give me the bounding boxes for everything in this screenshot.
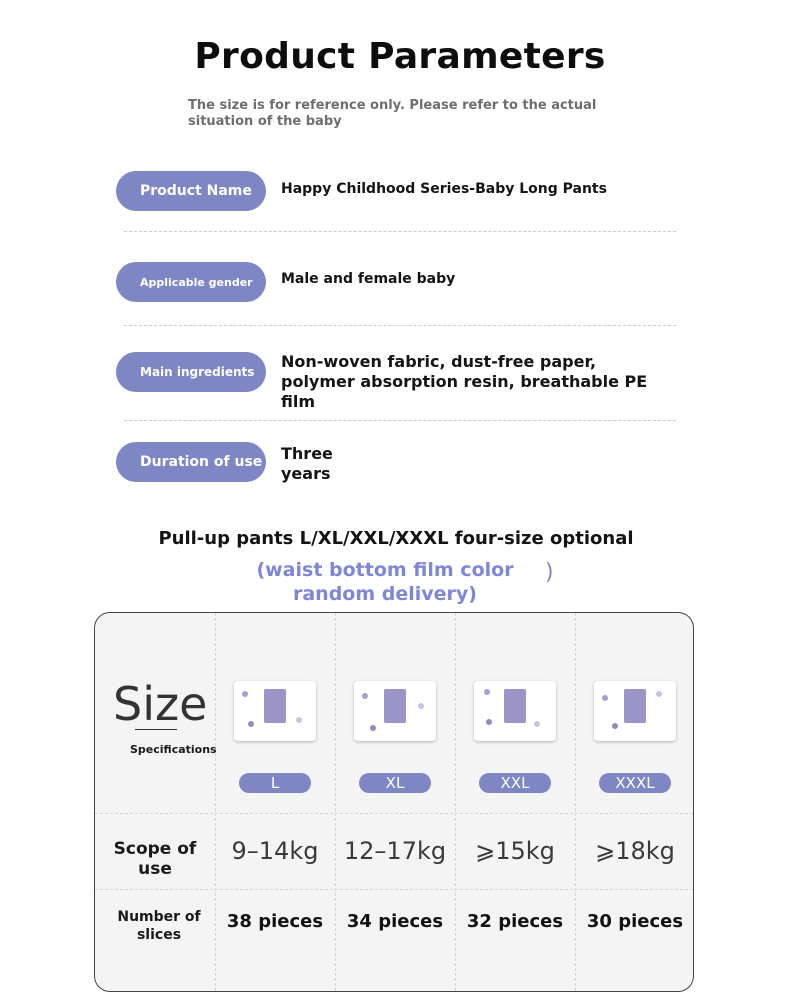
- product-name-value: Happy Childhood Series-Baby Long Pants: [281, 181, 607, 197]
- pack-pattern: [370, 725, 376, 731]
- pack-pattern: [418, 703, 424, 709]
- count-cell-xxxl: 30 pieces: [586, 911, 684, 932]
- duration-pill: Duration of use: [116, 442, 266, 482]
- size-badge-xl: XL: [359, 773, 431, 793]
- count-cell-xxl: 32 pieces: [466, 911, 564, 932]
- size-heading-word: Size: [113, 677, 208, 731]
- pack-label: [624, 689, 646, 723]
- pack-pattern: [242, 691, 248, 697]
- pack-pattern: [362, 693, 368, 699]
- size-heading: Pull-up pants L/XL/XXL/XXXL four-size optional: [158, 528, 634, 549]
- note-bracket: ): [545, 560, 554, 585]
- count-cell-xl: 34 pieces: [346, 911, 444, 932]
- diaper-pack-image-l: [234, 681, 316, 741]
- size-table: [94, 612, 694, 992]
- divider: [124, 325, 676, 326]
- size-underline: [135, 729, 177, 730]
- scope-cell-xl: 12–17kg: [343, 837, 447, 865]
- specifications-label: Specifications: [130, 743, 217, 756]
- diaper-pack-image-xxxl: [594, 681, 676, 741]
- column-divider: [455, 613, 456, 991]
- diaper-pack-image-xl: [354, 681, 436, 741]
- column-divider: [335, 613, 336, 991]
- count-cell-l: 38 pieces: [226, 911, 324, 932]
- film-color-note: (waist bottom film color random delivery): [256, 559, 514, 605]
- product-name-pill: Product Name: [116, 171, 266, 211]
- divider: [124, 231, 676, 232]
- column-divider: [575, 613, 576, 991]
- gender-value: Male and female baby: [281, 271, 456, 287]
- scope-cell-xxl: ⩾15kg: [475, 837, 555, 865]
- pack-pattern: [534, 721, 540, 727]
- pack-label: [384, 689, 406, 723]
- scope-cell-l: 9–14kg: [231, 837, 319, 865]
- size-badge-xxxl: XXXL: [599, 773, 671, 793]
- pack-pattern: [248, 721, 254, 727]
- pack-label: [504, 689, 526, 723]
- ingredients-pill: Main ingredients: [116, 352, 266, 392]
- scope-cell-xxxl: ⩾18kg: [595, 837, 675, 865]
- duration-value: Three years: [281, 444, 333, 483]
- number-of-slices-label: Number of slices: [117, 909, 201, 943]
- pack-pattern: [656, 691, 662, 697]
- size-badge-xxl: XXL: [479, 773, 551, 793]
- scope-of-use-label: Scope of use: [113, 839, 197, 879]
- gender-pill: Applicable gender: [116, 262, 266, 302]
- pack-pattern: [486, 719, 492, 725]
- pack-pattern: [612, 723, 618, 729]
- ingredients-value: Non-woven fabric, dust-free paper, polymer absorption resin, breathable PE film: [281, 352, 648, 411]
- pack-pattern: [296, 717, 302, 723]
- row-divider: [95, 813, 693, 814]
- pack-pattern: [602, 695, 608, 701]
- size-badge-l: L: [239, 773, 311, 793]
- pack-pattern: [484, 689, 490, 695]
- diaper-pack-image-xxl: [474, 681, 556, 741]
- page-title: Product Parameters: [194, 36, 606, 77]
- reference-note: The size is for reference only. Please refer to the actual situation of the baby: [188, 98, 597, 129]
- row-divider: [95, 889, 693, 890]
- pack-label: [264, 689, 286, 723]
- divider: [124, 420, 676, 421]
